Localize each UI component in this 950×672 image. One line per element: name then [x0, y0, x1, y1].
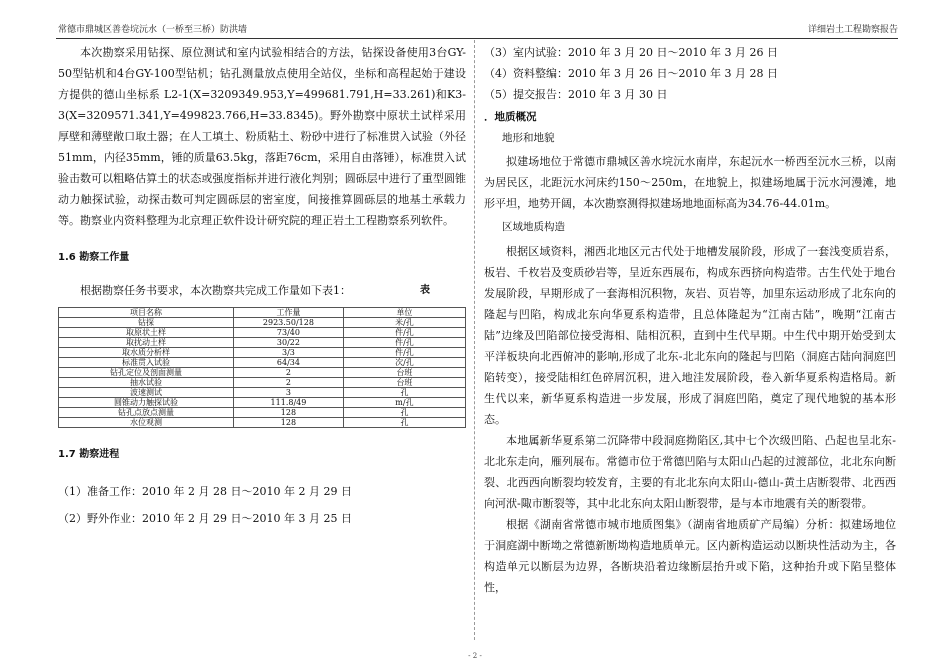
header-left-title: 常德市鼎城区善卷垸沅水（一桥至三桥）防洪墙 — [58, 25, 248, 35]
table-row — [59, 418, 466, 428]
table-cell: 孔 — [343, 388, 465, 398]
terrain-paragraph: 拟建场地位于常德市鼎城区善水垸沅水南岸，东起沅水一桥西至沅水三桥，以南为居民区，北距沅水河床约150～250m，在地貌上，拟建场地属于沅水河漫滩，地形平坦，地势开阔，本次勘察测得拟建场地地面标高为34.76-44.01m。 — [484, 155, 896, 210]
table-cell: 台班 — [343, 378, 465, 388]
table-cell: 孔 — [343, 408, 465, 418]
table-header-cell: 工作量 — [234, 308, 344, 318]
table-cell: 件/孔 — [343, 338, 465, 348]
table-cell: 台班 — [343, 368, 465, 378]
table-row — [59, 398, 466, 408]
progress-item: （1）准备工作：2010 年 2 月 28 日～2010 年 2 月 29 日 — [58, 485, 352, 498]
table-cell: 取水质分析样 — [59, 348, 234, 358]
table-cell: 30/22 — [234, 338, 344, 348]
table-cell: 2 — [234, 378, 344, 388]
table-cell: 取扰动土样 — [59, 338, 234, 348]
section-heading-1-7: 1.7 勘察进程 — [58, 449, 120, 460]
table-cell: m/孔 — [343, 398, 465, 408]
subheading-regional-structure: 区域地质构造 — [502, 221, 565, 233]
table-cell: 2923.50/128 — [234, 318, 344, 328]
table-cell: 钻孔定位及剖面测量 — [59, 368, 234, 378]
table-cell: 次/孔 — [343, 358, 465, 368]
table-cell: 圆锥动力触探试验 — [59, 398, 234, 408]
table-cell: 3/3 — [234, 348, 344, 358]
table-header-row — [59, 308, 466, 318]
table-cell: 3 — [234, 388, 344, 398]
regional-structure-paragraph: 根据区域资料，湘西北地区元古代处于地槽发展阶段，形成了一套浅变质岩系，板岩、千枚岩及变质砂岩等，呈近东西展布，构成东西挤向构造带。古生代处于地台发展阶段，早期形成了一套海相沉积物，灰岩、页岩等，加里东运动形成了北东向的隆起与凹陷，构成北东向华夏系构造带，且总体隆起为“江南古陆”，晚期“江南古陆”边缘及凹陷部位接受海相、陆相沉积，直到中生代早期。中生代中期开始受到太平洋板块向北西俯冲的影响,形成了北东-北北东向的隆起与凹陷（洞庭古陆向洞庭凹陷转变），接受陆相红色碎屑沉积，进入地洼发展阶段，卷入新华夏系构造格局。新生代以来，新华夏系构造进一步发展，形成了洞庭凹陷，奠定了现代地貌的基本形态。 — [484, 245, 896, 426]
table-cell: 钻探 — [59, 318, 234, 328]
table-caption-tag: 表 — [420, 285, 430, 296]
progress-item: （3）室内试验：2010 年 3 月 20 日～2010 年 3 月 26 日 — [484, 46, 778, 59]
table-row — [59, 328, 466, 338]
subheading-terrain: 地形和地貌 — [502, 132, 555, 144]
table-cell: 抽水试验 — [59, 378, 234, 388]
header-rule — [56, 38, 898, 39]
table-cell: 孔 — [343, 418, 465, 428]
section-heading-geology: ．地质概况 — [484, 111, 537, 123]
workload-table — [58, 307, 466, 428]
table-cell: 米/孔 — [343, 318, 465, 328]
table-row — [59, 378, 466, 388]
table-cell: 64/34 — [234, 358, 344, 368]
table-cell: 波速测试 — [59, 388, 234, 398]
table-header-cell: 单位 — [343, 308, 465, 318]
progress-item: （5）提交报告：2010 年 3 月 30 日 — [484, 88, 668, 101]
table-caption-text: 根据勘察任务书要求，本次勘察共完成工作量如下表1： — [80, 284, 351, 297]
table-cell: 件/孔 — [343, 328, 465, 338]
geologic-atlas-paragraph: 根据《湖南省常德市城市地质图集》（湖南省地质矿产局编）分析：拟建场地位于洞庭湖中断坳之常德新断坳构造地质单元。区内新构造运动以断块性活动为主，各构造单元以断层为边界，各断块沿着边缘断层抬升或下陷，这种抬升或下陷呈整体性， — [484, 518, 896, 594]
table-cell: 水位观测 — [59, 418, 234, 428]
table-cell: 钻孔点放点测量 — [59, 408, 234, 418]
table-row — [59, 348, 466, 358]
table-cell: 128 — [234, 408, 344, 418]
fault-zone-paragraph: 本地属新华夏系第二沉降带中段洞庭拗陷区,其中七个次级凹陷、凸起也呈北东-北北东走向，雁列展布。常德市位于常德凹陷与太阳山凸起的过渡部位，北北东向断裂、北西西向断裂均较发育，主要的有北北东向太阳山-德山-黄土店断裂带、北西西向河洑-陬市断裂等，其中北北东向太阳山断裂带，是与本市地震有关的断裂带。 — [484, 434, 896, 510]
table-row — [59, 318, 466, 328]
table-cell: 标准贯入试验 — [59, 358, 234, 368]
right-column — [484, 42, 896, 598]
table-caption — [80, 280, 466, 301]
table-cell: 128 — [234, 418, 344, 428]
table-cell: 2 — [234, 368, 344, 378]
progress-item: （4）资料整编：2010 年 3 月 26 日～2010 年 3 月 28 日 — [484, 67, 778, 80]
table-header-cell: 项目名称 — [59, 308, 234, 318]
table-cell: 73/40 — [234, 328, 344, 338]
table-row — [59, 358, 466, 368]
table-row — [59, 408, 466, 418]
left-column — [58, 42, 466, 529]
section-heading-1-6: 1.6 勘察工作量 — [58, 252, 130, 263]
table-row — [59, 388, 466, 398]
survey-method-paragraph: 本次勘察采用钻探、原位测试和室内试验相结合的方法，钻探设备使用3台GY-50型钻机和4台GY-100型钻机；钻孔测量放点使用全站仪，坐标和高程起始于建设方提供的德山坐标系 L2-1(X=3209349.953,Y=499681.791,H=33.261)和K3-3(X=3209571.341,Y=499823.766,H=33.8345)。野外勘察中原状土试样采用厚壁和薄壁敞口取土器；在人工填土、粉质粘土、粉砂中进行了标准贯入试验（外径51mm，内径35mm，锤的质量63.5kg，落距76cm，采用自由落锤），标准贯入试验击数可以粗略估算土的状态或强度指标并进行液化判别；圆砾层中进行了重型圆锥动力触探试验，动探击数可判定圆砾层的密室度，间接推算圆砾层的地基土承载力等。勘察业内资料整理为北京理正软件设计研究院的理正岩土工程勘察系列软件。 — [58, 46, 467, 227]
table-row — [59, 338, 466, 348]
column-divider — [474, 40, 475, 640]
table-cell: 取原状土样 — [59, 328, 234, 338]
table-row — [59, 368, 466, 378]
header-right-title: 详细岩土工程勘察报告 — [807, 25, 898, 35]
progress-item: （2）野外作业：2010 年 2 月 29 日～2010 年 3 月 25 日 — [58, 512, 352, 525]
page-number: - 2 - — [468, 652, 482, 660]
table-cell: 件/孔 — [343, 348, 465, 358]
table-cell: 111.8/49 — [234, 398, 344, 408]
